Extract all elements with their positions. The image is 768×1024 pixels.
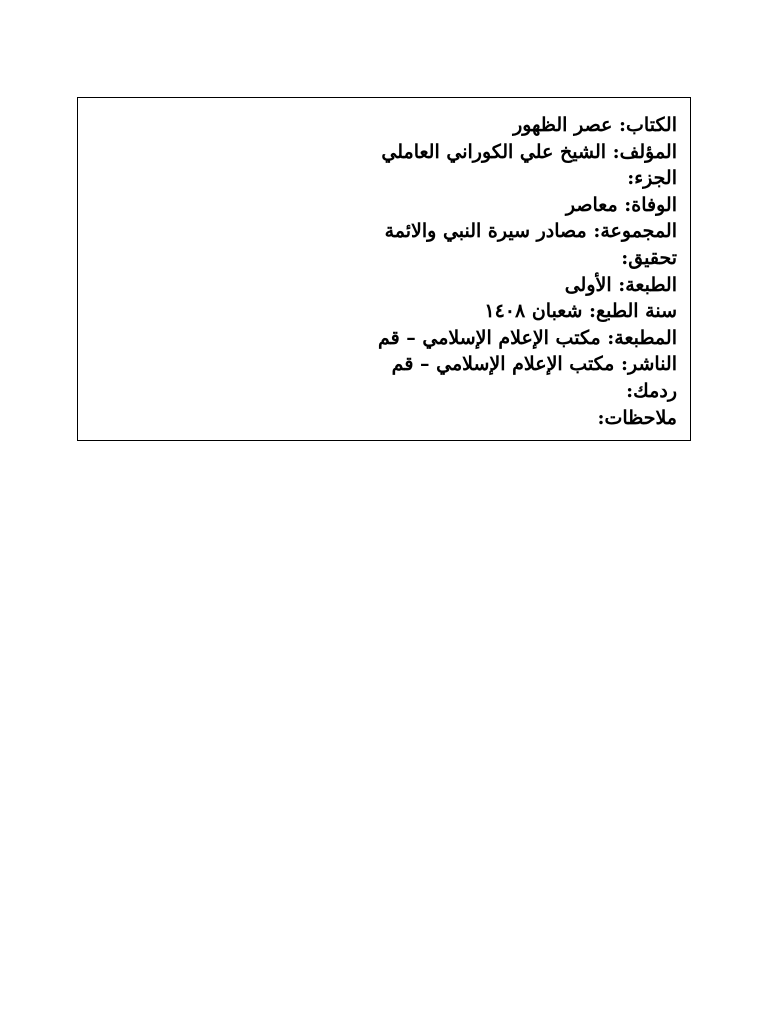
- author-value: الشيخ علي الكوراني العاملي: [381, 140, 607, 163]
- edition-line: [98, 272, 677, 299]
- book-title-label: الكتاب:: [619, 114, 677, 136]
- edition-label: الطبعة:: [618, 273, 677, 296]
- edition-value: الأولى: [564, 273, 612, 296]
- editor-label: تحقيق:: [621, 246, 677, 269]
- author-label: المؤلف:: [612, 140, 677, 163]
- collection-label: المجموعة:: [593, 220, 677, 243]
- print-year-line: [98, 298, 677, 325]
- book-title-value: عصر الظهور: [513, 114, 613, 136]
- editor-line: [98, 245, 677, 272]
- isbn-line: [98, 378, 677, 405]
- publisher-value: مكتب الإعلام الإسلامي – قم: [391, 353, 615, 376]
- death-line: [98, 192, 677, 219]
- volume-label: الجزء:: [627, 167, 677, 190]
- collection-value: مصادر سيرة النبي والائمة: [384, 220, 587, 243]
- print-year-value: شعبان ١٤٠٨: [484, 300, 583, 323]
- printer-value: مكتب الإعلام الإسلامي – قم: [377, 326, 601, 349]
- book-title-line: [98, 112, 677, 139]
- printer-label: المطبعة:: [607, 326, 677, 349]
- notes-label: ملاحظات:: [597, 406, 677, 429]
- death-label: الوفاة:: [624, 193, 677, 216]
- book-info-box: [77, 97, 691, 441]
- print-year-label: سنة الطبع:: [589, 300, 677, 323]
- publisher-line: [98, 351, 677, 378]
- author-line: [98, 139, 677, 166]
- printer-line: [98, 325, 677, 352]
- notes-line: [98, 405, 677, 432]
- isbn-label: ردمك:: [626, 379, 677, 402]
- volume-line: [98, 165, 677, 192]
- publisher-label: الناشر:: [620, 353, 677, 376]
- collection-line: [98, 218, 677, 245]
- death-value: معاصر: [565, 193, 618, 216]
